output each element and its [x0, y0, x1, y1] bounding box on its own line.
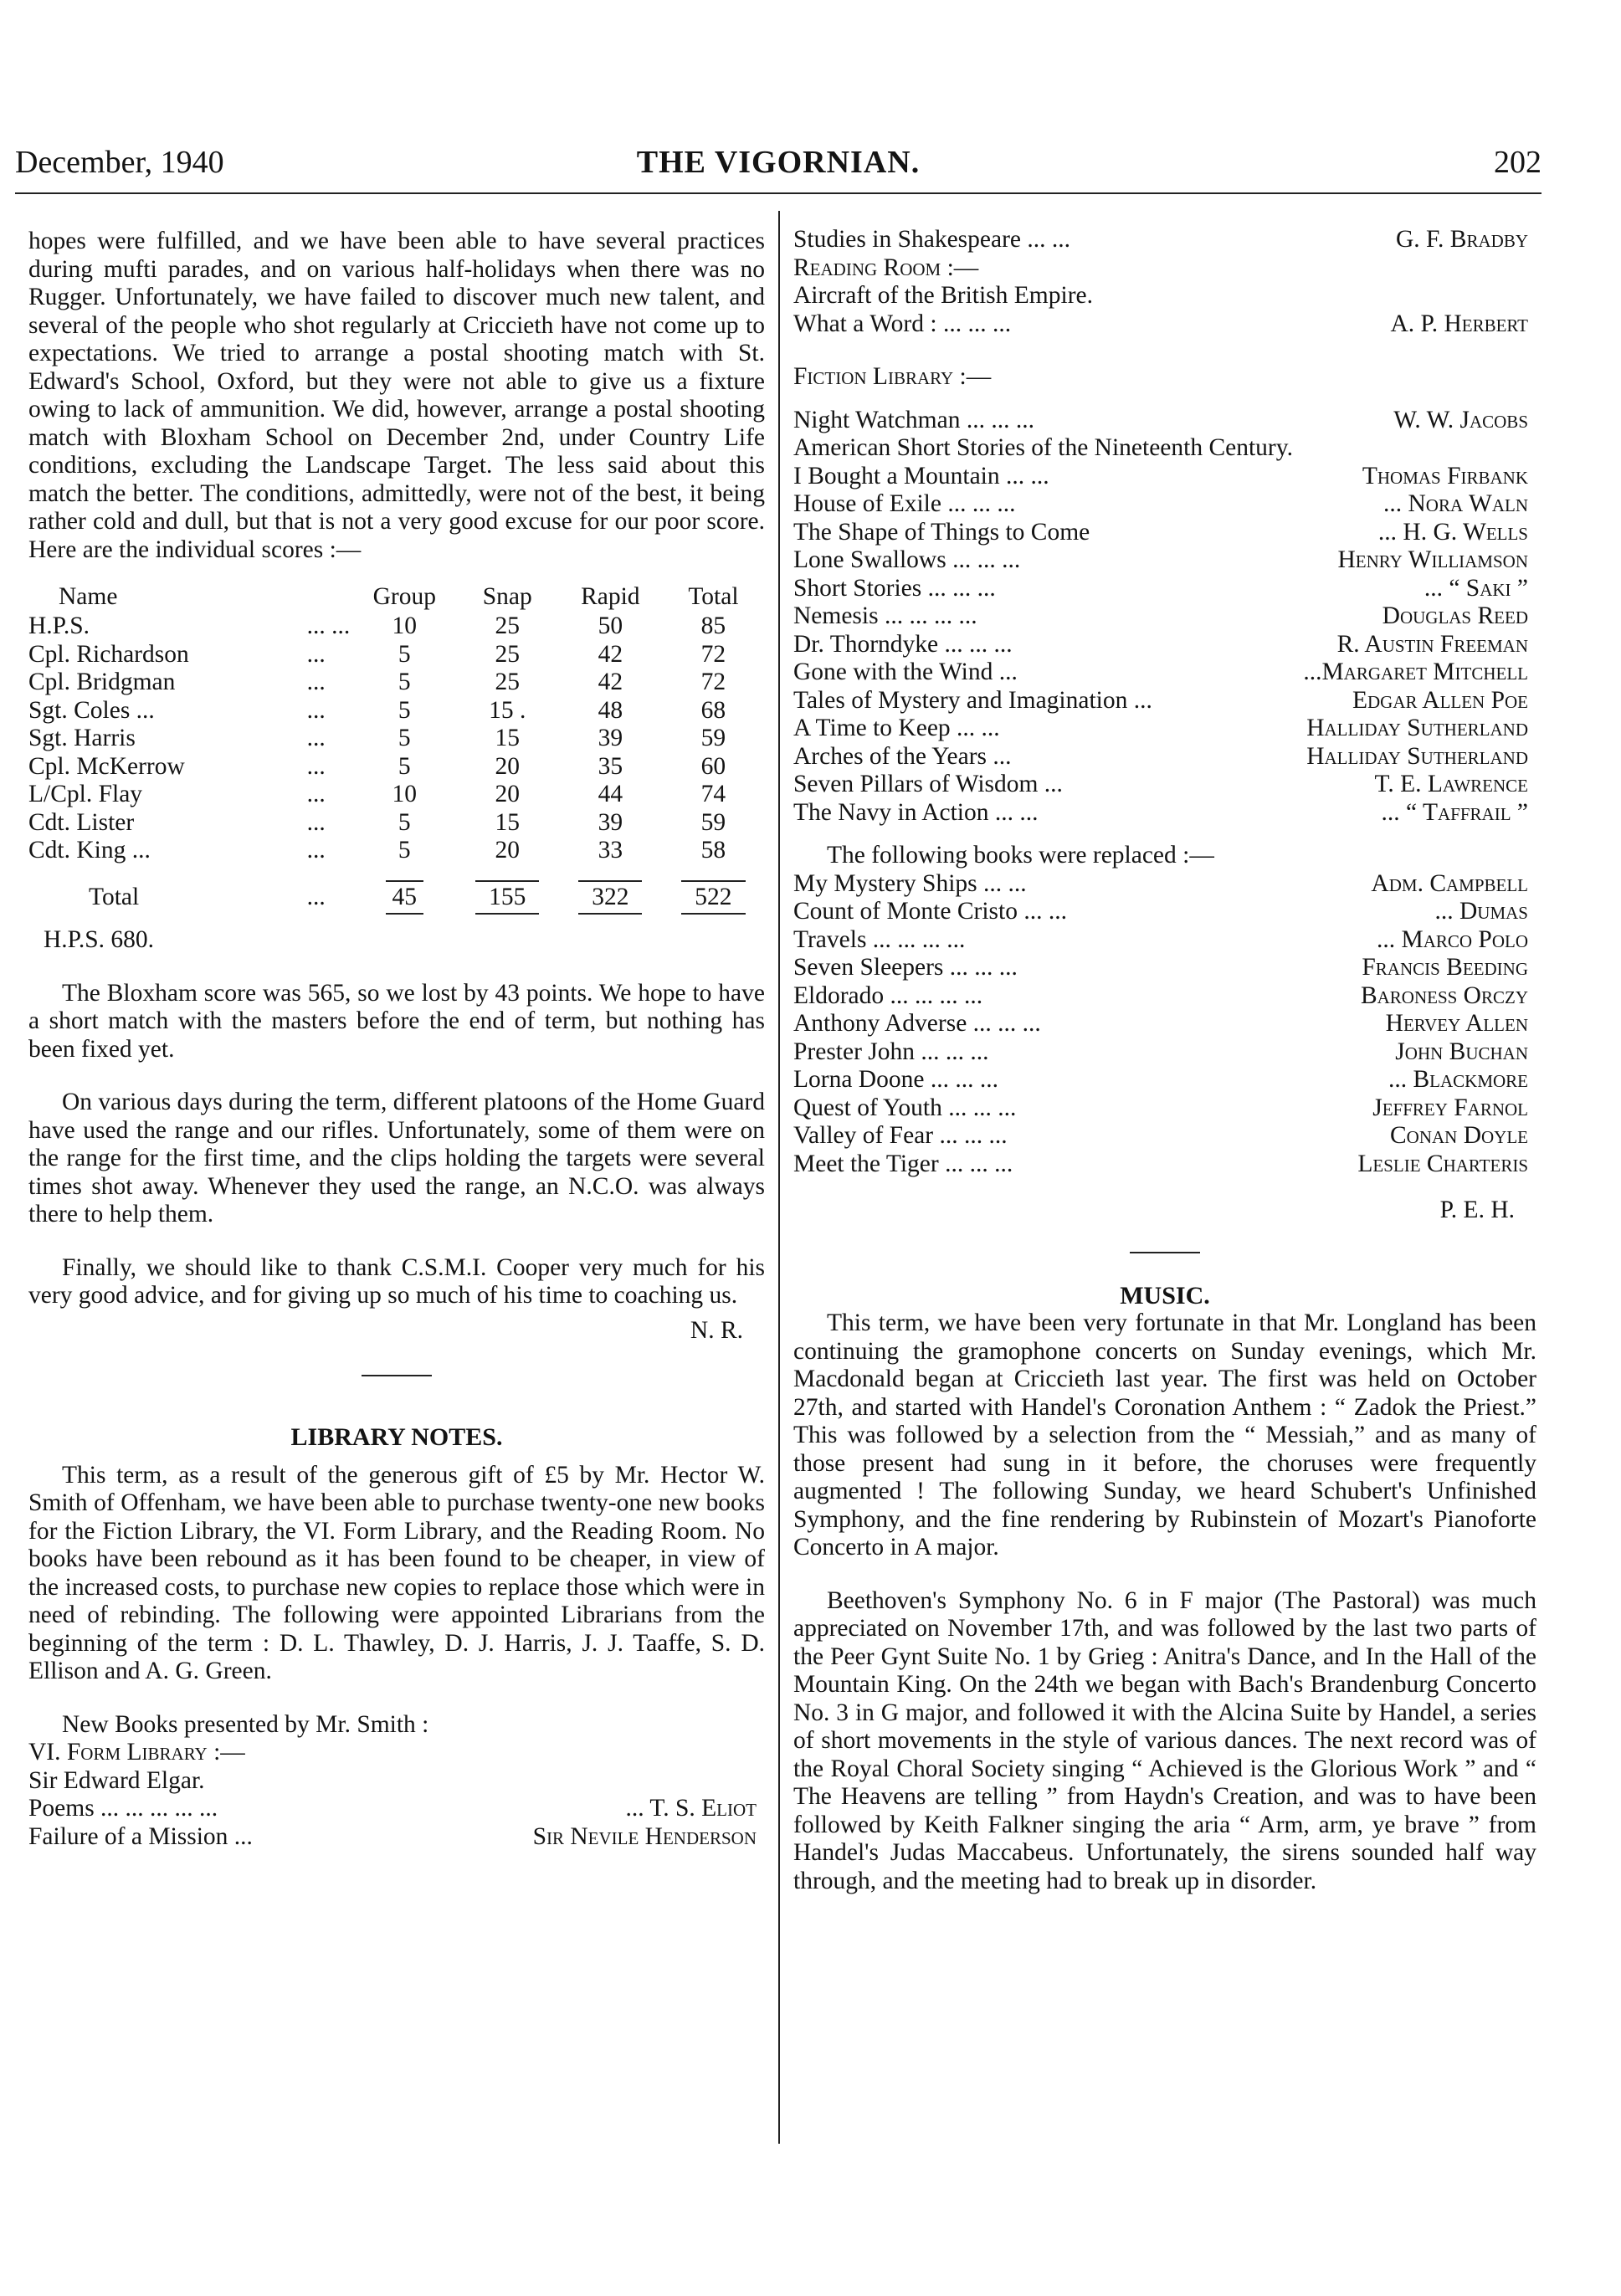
table-row: L/Cpl. Flay ... 10 20 44 74	[28, 781, 726, 807]
list-item: The Shape of Things to Come ... H. G. Wells	[793, 518, 1528, 546]
list-item: Gone with the Wind ... ...Margaret Mitchell	[793, 659, 1528, 685]
music-paragraph: Beethoven's Symphony No. 6 in F major (The Pastoral) was much appreciated on November 17th, and was followed by the last two parts of the Peer Gynt Suite No. 1 by Grieg : Anitra's Dance, and In the Hall of the Mountain King. On the 24th we began with Bach's Brandenburg Concerto No. 3 in G major, and followed it with the Alcina Suite by Handel, a series of short movements in the style of various dances. The next record was of the Royal Choral Society singing “ Achieved is the Glorious Work ” and “ The Heavens are telling ” from Haydn's Creation, and was to have been followed by Keith Falkner singing the aria “ Arm, arm, ye brave ” from Handel's Judas Maccabeus. Unfortunately, the sirens sounded half way through, and the meeting had to break up in disorder.	[793, 1586, 1536, 1894]
list-item: Poems ... ... ... ... ... ... T. S. Eliot	[28, 1795, 757, 1822]
list-item: Dr. Thorndyke ... ... ... R. Austin Freeman	[793, 630, 1528, 658]
replaced-list	[793, 870, 1536, 1179]
shooting-paragraph: The Bloxham score was 565, so we lost by 43 points. We hope to have a short match with the masters before the end of term, but nothing has been fixed yet.	[28, 979, 765, 1063]
fiction-label: Fiction Library :—	[793, 363, 992, 390]
table-row: Cpl. Richardson ... 5 25 42 72	[28, 640, 726, 668]
hps-score: H.P.S. 680.	[44, 926, 154, 953]
reading-room-label: Reading Room :—	[793, 254, 979, 281]
music-paragraph: This term, we have been very fortunate in that Mr. Longland has been continuing the gramophone concerts on Sunday evenings, which Mr. Macdonald began at Criccieth last year. The first was held on October 27th, and started with Handel's Coronation Anthem : “ Zadok the Priest.” This was followed by a selection from the “ Messiah,” and as many of those present had sung in it before, the choruses were frequently augmented ! The following Sunday, we heard Schubert's Unfinished Symphony, and the fine rendering by Rubinstein of Mozart's Pianoforte Concerto in A major.	[793, 1309, 1536, 1561]
header-rule	[15, 192, 1541, 194]
list-item: Eldorado ... ... ... ... Baroness Orczy	[793, 981, 1528, 1009]
header-group: Group	[372, 583, 436, 611]
table-row: Cpl. Bridgman ... 5 25 42 72	[28, 669, 726, 695]
header-total: Total	[688, 583, 739, 611]
shooting-paragraph: On various days during the term, different platoons of the Home Guard have used the range and our rifles. Unfortunately, some of them were on the range for the first time, and the clips holding the targets were several times shot away. Whenever they used the range, an N.C.O. was always there to help them.	[28, 1089, 766, 1227]
list-item: A Time to Keep ... ... Halliday Sutherland	[793, 715, 1528, 741]
right-column	[793, 226, 1536, 1895]
list-item: Studies in Shakespeare ... ... G. F. Bradby	[793, 226, 1528, 253]
table-row: Cpl. McKerrow ... 5 20 35 60	[28, 752, 726, 780]
shooting-signature: N. R.	[690, 1316, 743, 1344]
new-books-intro: New Books presented by Mr. Smith :	[62, 1710, 429, 1738]
list-item: Lorna Doone ... ... ... ... Blackmore	[793, 1066, 1528, 1093]
table-row: H.P.S. ... ... 10 25 50 85	[28, 612, 726, 639]
list-item: Meet the Tiger ... ... ... Leslie Charteris	[793, 1150, 1528, 1177]
library-signature: P. E. H.	[1439, 1197, 1515, 1223]
list-item: Sir Edward Elgar.	[28, 1766, 205, 1794]
list-item: Seven Pillars of Wisdom ... T. E. Lawrence	[793, 771, 1528, 797]
table-row: Sgt. Coles ... ... 5 15 . 48 68	[28, 696, 726, 724]
issue-date: December, 1940	[15, 145, 224, 180]
header-snap: Snap	[482, 583, 532, 611]
table-header-row	[28, 582, 765, 612]
list-item: Arches of the Years ... Halliday Sutherland	[793, 742, 1528, 770]
list-item: Tales of Mystery and Imagination ... Edgar Allen Poe	[793, 686, 1528, 714]
list-item: Lone Swallows ... ... ... Henry Williamson	[793, 546, 1528, 573]
list-item: I Bought a Mountain ... ... Thomas Firbank	[793, 462, 1528, 489]
list-item: House of Exile ... ... ... ... Nora Waln	[793, 490, 1528, 517]
list-item: Night Watchman ... ... ... W. W. Jacobs	[793, 406, 1528, 433]
list-item: Seven Sleepers ... ... ... Francis Beeding	[793, 954, 1528, 981]
table-row: Cdt. King ... ... 5 20 33 58	[28, 837, 726, 864]
column-divider	[778, 211, 780, 2144]
list-item: Prester John ... ... ... John Buchan	[793, 1038, 1528, 1065]
scores-table	[28, 582, 765, 915]
list-item: Nemesis ... ... ... ... Douglas Reed	[793, 602, 1528, 629]
left-column	[28, 228, 765, 1851]
library-paragraph: This term, as a result of the generous gift of £5 by Mr. Hector W. Smith of Offenham, we have been able to purchase twenty-one new books for the Fiction Library, the VI. Form Library, and the Reading Room. No books have been rebound as it has been found to be cheaper, in view of the increased costs, to purchase new copies to replace those which were in need of rebinding. The following were appointed Librarians from the beginning of the term : D. L. Thawley, D. J. Harris, J. J. Taaffe, S. D. Ellison and A. G. Green.	[28, 1461, 765, 1684]
list-item: Quest of Youth ... ... ... Jeffrey Farnol	[793, 1094, 1528, 1121]
list-item: Count of Monte Cristo ... ... ... Dumas	[793, 898, 1528, 925]
shooting-paragraph: hopes were fulfilled, and we have been able to have several practices during mufti parades, and on various half-holidays when there was no Rugger. Unfortunately, we have failed to discover much new talent, and several of the people who shot regularly at Criccieth have not come up to expectations. We tried to arrange a postal shooting match with St. Edward's School, Oxford, but they were not able to give us a fixture owing to lack of ammunition. We did, however, arrange a postal shooting match with Bloxham School on December 2nd, under Country Life conditions, excluding the Landscape Target. The less said about this match the better. The conditions, admittedly, were not of the best, it being rather cold and dull, but that is not a very good excuse for our poor score. Here are the individual scores :—	[28, 228, 765, 563]
list-item: What a Word : ... ... ... A. P. Herbert	[793, 310, 1528, 337]
list-item: Valley of Fear ... ... ... Conan Doyle	[793, 1122, 1528, 1149]
list-item: Aircraft of the British Empire.	[793, 282, 1093, 309]
replaced-intro: The following books were replaced :—	[827, 842, 1214, 869]
list-item: Short Stories ... ... ... ... “ Saki ”	[793, 574, 1528, 602]
shooting-paragraph: Finally, we should like to thank C.S.M.I. Cooper very much for his very good advice, and for giving up so much of his time to coaching us.	[28, 1253, 765, 1309]
sixth-form-label: VI. Form Library :—	[28, 1739, 245, 1766]
list-item: Travels ... ... ... ... ... Marco Polo	[793, 925, 1528, 953]
fiction-list	[793, 407, 1536, 828]
list-item: Failure of a Mission ... Sir Nevile Henderson	[28, 1822, 757, 1850]
publication-title: THE VIGORNIAN.	[636, 145, 921, 180]
list-item: American Short Stories of the Nineteenth Century.	[793, 434, 1293, 461]
table-row: Cdt. Lister ... 5 15 39 59	[28, 808, 726, 836]
header-name: Name	[59, 583, 118, 611]
list-item: The Navy in Action ... ... ... “ Taffrail ”	[793, 798, 1528, 826]
page-header	[15, 144, 1541, 192]
music-heading: MUSIC.	[1120, 1281, 1210, 1309]
list-item: My Mystery Ships ... ... Adm. Campbell	[793, 869, 1528, 897]
table-row: Sgt. Harris ... 5 15 39 59	[28, 725, 726, 751]
table-total-row: Total ... 45 155 322 522	[28, 865, 765, 915]
header-rapid: Rapid	[581, 583, 640, 611]
list-item: Anthony Adverse ... ... ... Hervey Allen	[793, 1010, 1528, 1037]
page-number: 202	[1494, 145, 1541, 180]
library-heading: LIBRARY NOTES.	[290, 1423, 503, 1451]
